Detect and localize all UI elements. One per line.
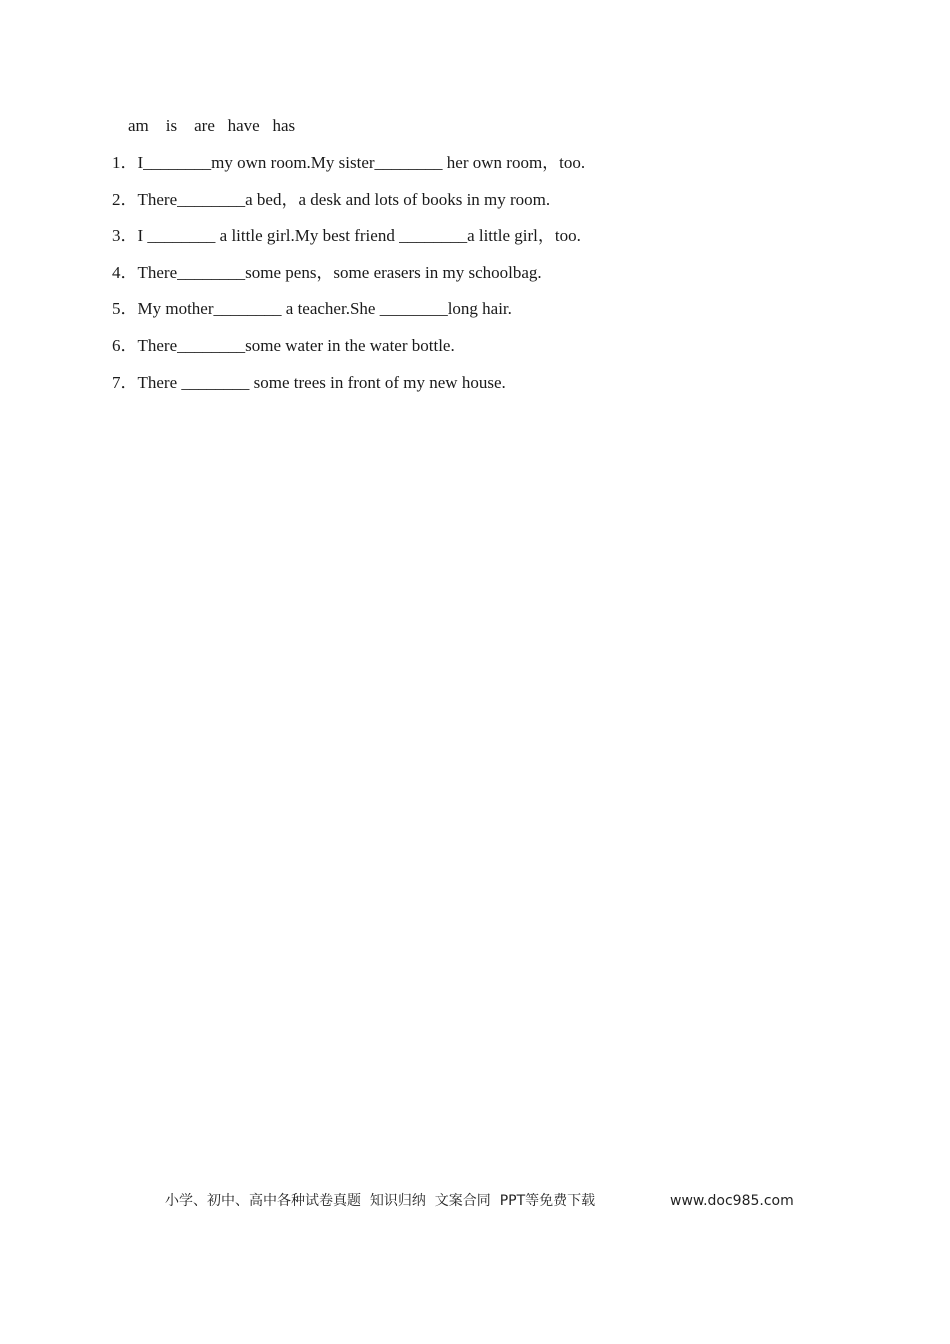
exercise-item-3: 3．I ________ a little girl.My best friend ________a little girl，too. bbox=[112, 226, 581, 246]
footer-url: www.doc985.com bbox=[670, 1193, 794, 1209]
exercise-item-5: 5．My mother________ a teacher.She ________long hair. bbox=[112, 299, 512, 319]
exercise-item-2: 2．There________a bed，a desk and lots of books in my room. bbox=[112, 189, 551, 209]
exercise-list bbox=[112, 151, 585, 407]
footer-text: 小学、初中、高中各种试卷真题 知识归纳 文案合同 PPT等免费下载 bbox=[165, 1193, 596, 1209]
exercise-item-6: 6．There________some water in the water bottle. bbox=[112, 335, 455, 355]
exercise-item-1: 1．I________my own room.My sister________ her own room，too. bbox=[112, 153, 586, 172]
word-bank: am is are have has bbox=[128, 116, 296, 135]
exercise-item-4: 4．There________some pens，some erasers in my schoolbag. bbox=[112, 262, 542, 282]
exercise-item-7: 7．There ________ some trees in front of my new house. bbox=[112, 372, 506, 392]
